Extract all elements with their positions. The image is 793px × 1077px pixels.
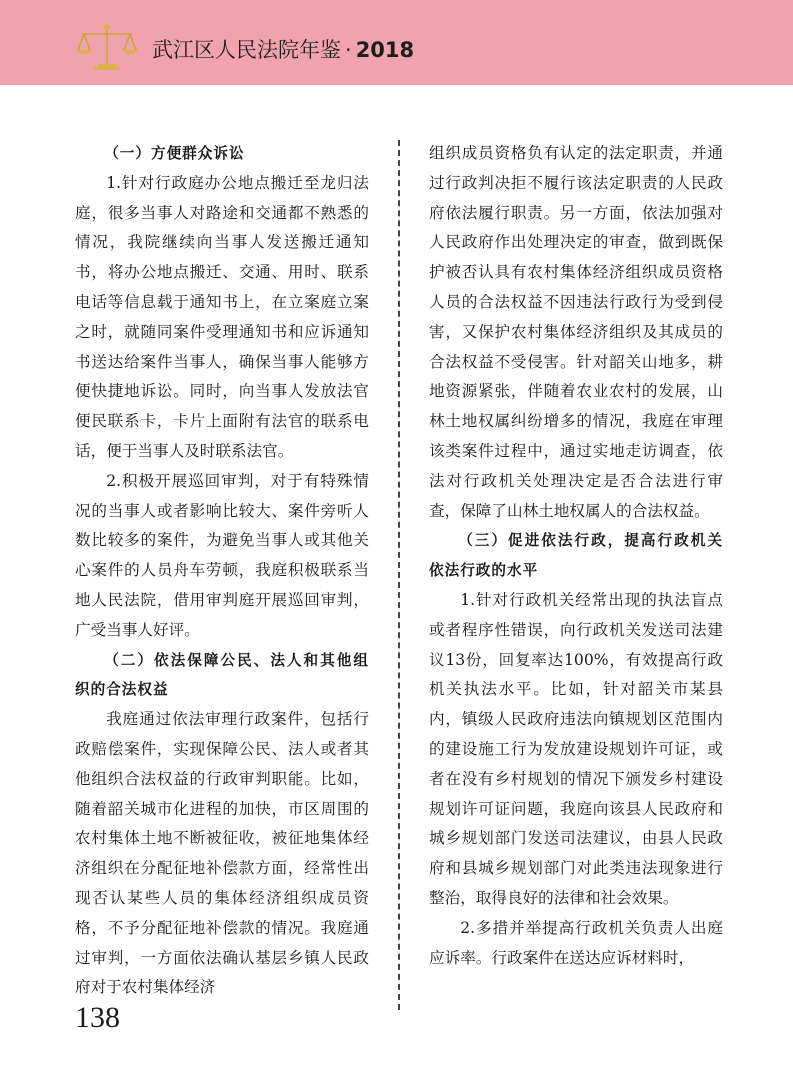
paragraph-continued: 组织成员资格负有认定的法定职责，并通过行政判决拒不履行该法定职责的人民政府依法履行职责。另一方面，依法加强对人民政府作出处理决定的审查，做到既保护被否认具有农村集体经济组织成员资格人员的合法权益不因违法行政行为受到侵害，又保护农村集体经济组织及其成员的合法权益不受侵害。针对韶关山地多，耕地资源紧张，伴随着农业农村的发展，山林土地权属纠纷增多的情况，我庭在审理该类案件过程中，通过实地走访调查，依法对行政机关处理决定是否合法进行审查，保障了山林土地权属人的合法权益。 [429,144,723,520]
section-heading-2: （二）依法保障公民、法人和其他组织的合法权益 [75,651,369,699]
paragraph: 2.多措并举提高行政机关负责人出庭应诉率。行政案件在送达应诉材料时， [429,918,723,967]
yearbook-title [152,36,414,64]
header-separator: · [345,38,352,62]
left-column [75,139,369,1003]
header-title-text: 武江区人民法院年鉴 [152,38,341,62]
right-column [429,139,723,973]
scales-of-justice-icon [74,22,140,72]
section-heading-3: （三）促进依法行政，提高行政机关依法行政的水平 [429,532,723,580]
paragraph: 1.针对行政机关经常出现的执法盲点或者程序性错误，向行政机关发送司法建议13份，回复率达100%，有效提高行政机关执法水平。比如，针对韶关市某县内，镇级人民政府违法向镇规划区范围内的建设施工行为发放建设规划许可证，或者在没有乡村规划的情况下颁发乡村建设规划许可证问题，我庭向该县人民政府和城乡规划部门发送司法建议，由县人民政府和县城乡规划部门对此类违法现象进行整治，取得良好的法律和社会效果。 [429,590,723,907]
paragraph: 2.积极开展巡回审判，对于有特殊情况的当事人或者影响比较大、案件旁听人数比较多的案件，为避免当事人或其他关心案件的人员舟车劳顿，我庭积极联系当地人民法院，借用审判庭开展巡回审判，广受当事人好评。 [75,471,369,639]
page-header [0,0,793,85]
column-divider [398,140,400,1010]
paragraph: 1.针对行政庭办公地点搬迁至龙归法庭，很多当事人对路途和交通都不熟悉的情况，我院继续向当事人发送搬迁通知书，将办公地点搬迁、交通、用时、联系电话等信息载于通知书上，在立案庭立案之时，就随同案件受理通知书和应诉通知书送达给案件当事人，确保当事人能够方便快捷地诉讼。同时，向当事人发放法官便民联系卡，卡片上面附有法官的联系电话，便于当事人及时联系法官。 [75,173,369,460]
section-heading-1: （一）方便群众诉讼 [104,145,245,162]
header-year: 2018 [355,38,415,62]
paragraph: 我庭通过依法审理行政案件，包括行政赔偿案件，实现保障公民、法人或者其他组织合法权益的行政审判职能。比如，随着韶关城市化进程的加快，市区周围的农村集体土地不断被征收，被征地集体经济组织在分配征地补偿款方面，经常性出现否认某些人员的集体经济组织成员资格，不予分配征地补偿款的情况。我庭通过审判，一方面依法确认基层乡镇人民政府对于农村集体经济 [75,710,369,997]
page-number: 138 [75,1001,120,1034]
